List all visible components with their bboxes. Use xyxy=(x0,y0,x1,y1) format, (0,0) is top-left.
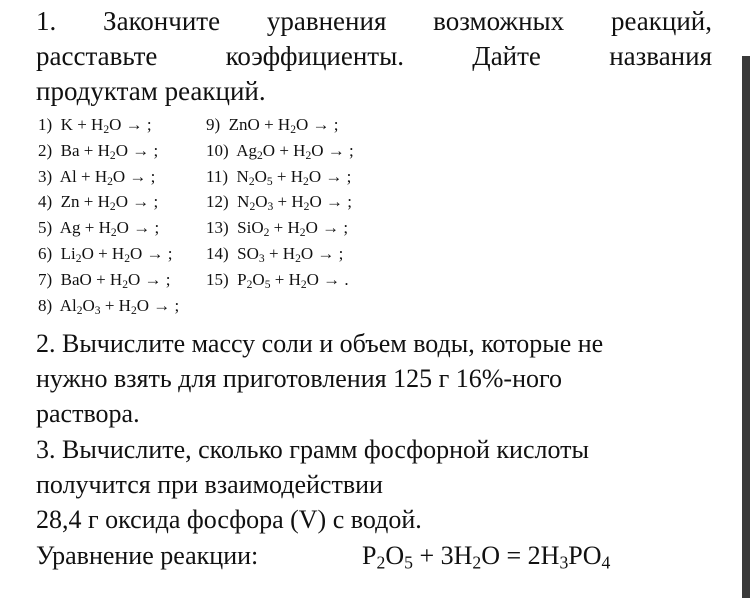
reaction-equation: $P_2O_5 + 3H_2O = 2H_3PO_4$ xyxy=(362,541,611,573)
reaction-formula: $Al + H_2O$ → ; xyxy=(59,166,156,188)
task-1-line-1: 1. Закончите уравнения возможных реакций, xyxy=(36,6,712,36)
reaction-item xyxy=(38,192,158,212)
reaction-item xyxy=(206,192,352,212)
reaction-item xyxy=(38,115,152,135)
reaction-item xyxy=(38,296,179,316)
reaction-number: 3) xyxy=(38,166,60,186)
reaction-item xyxy=(38,244,173,264)
reaction-formula: $Al_2O_3 + H_2O$ → ; xyxy=(59,295,180,317)
reaction-formula: ZnO + $H_2O$ → ; xyxy=(228,115,339,136)
reaction-formula: $SO_3 + H_2O$ → ; xyxy=(237,244,344,265)
task-3-line-2: получится при взаимодействии xyxy=(36,470,383,499)
reaction-item xyxy=(206,167,351,187)
reaction-number: 5) xyxy=(38,218,60,238)
reaction-formula: $Ag_2O + H_2O$ → ; xyxy=(236,140,354,162)
reaction-item xyxy=(38,141,158,161)
reaction-item xyxy=(38,167,155,187)
reaction-number: 11) xyxy=(206,166,237,186)
equation-label: Уравнение реакции: xyxy=(36,541,259,570)
task-2-line-2: нужно взять для приготовления 125 г 16%-ного xyxy=(36,364,563,393)
reaction-number: 4) xyxy=(38,192,61,212)
task-1-line-3: продуктам реакций. xyxy=(36,76,266,106)
reaction-item xyxy=(206,115,338,135)
reaction-item xyxy=(38,218,159,238)
task-2-line-1: 2. Вычислите массу соли и объем воды, которые не xyxy=(36,329,604,358)
reaction-item xyxy=(206,218,348,238)
reaction-number: 12) xyxy=(206,192,238,212)
task-2 xyxy=(36,326,716,431)
reaction-number: 14) xyxy=(206,244,238,263)
reaction-number: 1) xyxy=(38,115,61,134)
task-3-line-1: 3. Вычислите, сколько грамм фосфорной кислоты xyxy=(36,435,589,464)
scrollbar[interactable] xyxy=(742,56,750,598)
reaction-formula: $Li_2O + H_2O$ → ; xyxy=(60,244,173,265)
reaction-formula: $K + H_2O$ → ; xyxy=(60,115,152,136)
reaction-formula: $Zn + H_2O$ → ; xyxy=(60,192,159,214)
reaction-formula: BaO + $H_2O$ → ; xyxy=(60,269,171,291)
reaction-number: 10) xyxy=(206,140,237,160)
reaction-formula: $N_2O_5 + H_2O$ → ; xyxy=(236,166,352,188)
reaction-item xyxy=(206,141,354,161)
task-2-line-3: раствора. xyxy=(36,399,140,428)
task-1-line-2: расставьте коэффициенты. Дайте названия xyxy=(36,41,712,71)
reaction-formula: $N_2O_3 + H_2O$ → ; xyxy=(237,192,352,214)
reaction-number: 7) xyxy=(38,269,61,289)
reaction-number: 15) xyxy=(206,269,238,289)
reaction-number: 6) xyxy=(38,244,61,263)
reaction-formula: $P_2O_5 + H_2O$ → . xyxy=(237,269,349,291)
reaction-formula: $SiO_2 + H_2O$ → ; xyxy=(237,218,349,240)
reaction-item xyxy=(206,270,349,290)
reaction-number: 9) xyxy=(206,115,229,134)
reaction-number: 8) xyxy=(38,295,60,315)
task-3-line-3: 28,4 г оксида фосфора (V) с водой. xyxy=(36,505,422,534)
reaction-formula: $Ba + H_2O$ → ; xyxy=(60,140,159,162)
reaction-item xyxy=(38,270,170,290)
task-1 xyxy=(36,4,712,74)
reaction-number: 13) xyxy=(206,218,238,238)
task-3 xyxy=(36,432,716,537)
reaction-number: 2) xyxy=(38,140,61,160)
reaction-item xyxy=(206,244,343,264)
reaction-formula: $Ag + H_2O$ → ; xyxy=(59,218,160,240)
